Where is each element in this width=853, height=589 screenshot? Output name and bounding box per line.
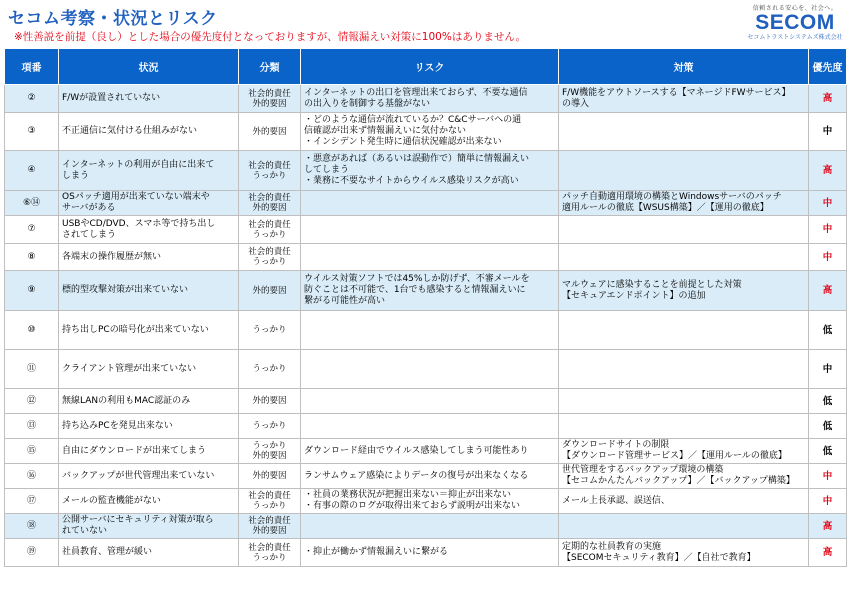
risk-cell-line: ・抑止が働かず情報漏えいに繋がる — [304, 547, 449, 557]
status-cell — [59, 414, 239, 439]
measure-cell-line: F/W機能をアウトソースする【マネージドFWサービス】 — [562, 87, 791, 98]
category-cell-line: 社会的責任 — [248, 542, 291, 553]
category-cell-line: 外的要因 — [252, 126, 287, 137]
category-cell-line: うっかり — [252, 421, 287, 431]
category-cell — [239, 539, 301, 567]
table-row — [5, 539, 847, 567]
measure-cell-line: 【ダウンロード管理サービス】／【運用ルールの徹底】 — [562, 451, 787, 461]
table-row — [5, 439, 847, 464]
status-cell-line: されてしまう — [62, 229, 117, 240]
col-header-measure: 対策 — [559, 49, 809, 85]
page-title: セコム考察・状況とリスク — [8, 9, 218, 29]
item-number-cell: ⑮ — [5, 439, 59, 464]
item-number-cell: ⑫ — [5, 389, 59, 414]
measure-cell-line: 定期的な社員教育の実施 — [562, 541, 662, 552]
table-row — [5, 350, 847, 389]
measure-cell-line: 【セコムかんたんバックアップ】／【バックアップ構築】 — [562, 476, 795, 486]
category-cell — [239, 271, 301, 311]
table-row — [5, 191, 847, 216]
measure-cell — [559, 439, 809, 464]
status-cell-line: 各端末の操作履歴が無い — [62, 251, 162, 262]
measure-cell — [559, 414, 809, 439]
risk-cell-line: ウイルス対策ソフトでは45%しか防げず、不審メールを — [304, 274, 530, 284]
table-row — [5, 244, 847, 271]
category-cell — [239, 439, 301, 464]
logo-company: セコムトラストシステムズ株式会社 — [747, 34, 843, 41]
category-cell — [239, 514, 301, 539]
table-body — [5, 85, 847, 567]
risk-cell-line: ・悪意があれば（あるいは誤動作で）簡単に情報漏えい — [304, 154, 530, 164]
table-row — [5, 113, 847, 151]
priority-cell: 高 — [809, 539, 847, 567]
category-cell-line: うっかり — [252, 364, 287, 374]
item-number-cell: ④ — [5, 151, 59, 191]
col-header-category: 分類 — [239, 49, 301, 85]
priority-cell: 中 — [809, 113, 847, 151]
category-cell-line: 外的要因 — [252, 451, 287, 461]
risk-cell — [301, 151, 559, 191]
risk-cell-line: ランサムウェア感染によりデータの復号が出来なくなる — [304, 470, 529, 481]
measure-cell — [559, 311, 809, 350]
priority-cell: 中 — [809, 464, 847, 489]
risk-cell-line: ・インシデント発生時に通信状況確認が出来ない — [304, 137, 502, 147]
item-number-cell: ⑥⑭ — [5, 191, 59, 216]
risk-cell — [301, 489, 559, 514]
risk-cell — [301, 113, 559, 151]
measure-cell — [559, 113, 809, 151]
measure-cell — [559, 539, 809, 567]
priority-cell: 高 — [809, 151, 847, 191]
priority-cell: 中 — [809, 191, 847, 216]
table-row — [5, 85, 847, 113]
status-cell-line: メールの監査機能がない — [62, 495, 161, 506]
measure-cell — [559, 216, 809, 244]
measure-cell-line: パッチ自動適用環境の構築とWindowsサーバのパッチ — [562, 192, 782, 202]
category-cell — [239, 191, 301, 216]
status-cell-line: 公開サーバにセキュリティ対策が取ら — [62, 515, 214, 525]
measure-cell — [559, 85, 809, 113]
table-row — [5, 414, 847, 439]
status-cell — [59, 464, 239, 489]
risk-cell-line: 繋がる可能性が高い — [304, 296, 386, 306]
status-cell-line: 社員教育、管理が緩い — [62, 547, 153, 557]
risk-cell-line: 信確認が出来ず情報漏えいに気付かない — [304, 126, 467, 136]
risk-cell — [301, 439, 559, 464]
category-cell-line: うっかり — [252, 229, 287, 240]
risk-cell — [301, 539, 559, 567]
risk-cell-line: ダウンロード経由でウイルス感染してしまう可能性あり — [304, 445, 529, 456]
item-number-cell: ③ — [5, 113, 59, 151]
status-cell — [59, 113, 239, 151]
status-cell-line: OSパッチ適用が出来ていない端末や — [62, 192, 210, 202]
item-number-cell: ⑧ — [5, 244, 59, 271]
priority-cell: 低 — [809, 311, 847, 350]
priority-cell: 低 — [809, 389, 847, 414]
measure-cell-line: の導入 — [562, 98, 590, 109]
status-cell-line: インターネットの利用が自由に出来て — [62, 159, 215, 170]
table-row — [5, 311, 847, 350]
category-cell-line: うっかり — [252, 552, 287, 563]
risk-cell-line: してしまう — [304, 165, 350, 175]
risk-cell — [301, 191, 559, 216]
category-cell — [239, 464, 301, 489]
category-cell-line: 外的要因 — [252, 285, 287, 296]
category-cell-line: 社会的責任 — [248, 491, 291, 501]
risk-cell — [301, 514, 559, 539]
col-header-num: 項番 — [5, 49, 59, 85]
secom-logo — [745, 3, 845, 41]
table-row — [5, 514, 847, 539]
risk-cell-line: ・有事の際のログが取得出来ておらず説明が出来ない — [304, 501, 521, 511]
item-number-cell: ⑲ — [5, 539, 59, 567]
category-cell — [239, 489, 301, 514]
status-cell-line: 不正通信に気付ける仕組みがない — [62, 126, 198, 136]
measure-cell-line: 適用ルールの徹底【WSUS構築】／【運用の徹底】 — [562, 203, 769, 213]
status-cell — [59, 311, 239, 350]
risk-cell-line: ・社員の業務状況が把握出来ない＝抑止が出来ない — [304, 490, 512, 500]
measure-cell — [559, 514, 809, 539]
table-row — [5, 464, 847, 489]
status-cell-line: F/Wが設置されていない — [62, 93, 161, 103]
category-cell — [239, 389, 301, 414]
category-cell-line: 社会的責任 — [248, 88, 291, 99]
status-cell-line: サーバがある — [62, 203, 116, 213]
status-cell — [59, 151, 239, 191]
priority-cell: 中 — [809, 350, 847, 389]
category-cell-line: 社会的責任 — [248, 247, 291, 257]
measure-cell — [559, 389, 809, 414]
measure-cell — [559, 244, 809, 271]
measure-cell-line: マルウェアに感染することを前提とした対策 — [562, 279, 742, 290]
category-cell-line: 社会的責任 — [248, 193, 291, 203]
category-cell-line: うっかり — [252, 501, 287, 511]
item-number-cell: ⑪ — [5, 350, 59, 389]
category-cell-line: 外的要因 — [252, 203, 287, 213]
measure-cell — [559, 151, 809, 191]
risk-cell-line: ・どのような通信が流れているか？C&Cサーバへの通 — [304, 115, 522, 125]
risk-cell — [301, 414, 559, 439]
status-cell — [59, 85, 239, 113]
priority-cell: 中 — [809, 244, 847, 271]
status-cell-line: バックアップが世代管理出来ていない — [62, 470, 215, 481]
category-cell-line: 外的要因 — [252, 471, 287, 481]
risk-cell-line: の出入りを制御する基盤がない — [304, 98, 431, 109]
col-header-status: 状況 — [59, 49, 239, 85]
category-cell — [239, 311, 301, 350]
status-cell — [59, 514, 239, 539]
category-cell — [239, 244, 301, 271]
status-cell-line: クライアント管理が出来ていない — [62, 363, 197, 374]
priority-cell: 中 — [809, 216, 847, 244]
page-subtitle: ※性善説を前提（良し）とした場合の優先度付となっておりますが、情報漏えい対策に100%はありません。 — [14, 31, 526, 43]
status-cell — [59, 350, 239, 389]
category-cell-line: うっかり — [252, 325, 287, 335]
item-number-cell: ⑬ — [5, 414, 59, 439]
logo-tagline: 信頼される安心を、社会へ。 — [752, 5, 838, 12]
risk-cell — [301, 311, 559, 350]
status-cell-line: 無線LANの利用もMAC認証のみ — [62, 395, 191, 406]
category-cell — [239, 113, 301, 151]
status-cell — [59, 216, 239, 244]
status-cell-line: 持ち込みPCを発見出来ない — [62, 420, 173, 431]
status-cell-line: れていない — [62, 526, 108, 536]
table-row — [5, 216, 847, 244]
item-number-cell: ⑱ — [5, 514, 59, 539]
risk-cell-line: インターネットの出口を管理出来ておらず、不要な通信 — [304, 87, 528, 98]
measure-cell — [559, 489, 809, 514]
status-cell-line: しまう — [62, 170, 90, 181]
table-header-row — [5, 49, 847, 85]
table-row — [5, 151, 847, 191]
priority-cell: 低 — [809, 439, 847, 464]
category-cell-line: 外的要因 — [252, 526, 287, 536]
item-number-cell: ⑦ — [5, 216, 59, 244]
category-cell — [239, 151, 301, 191]
risk-cell — [301, 464, 559, 489]
category-cell — [239, 414, 301, 439]
risk-cell-line: 防ぐことは不可能で、1台でも感染すると情報漏えいに — [304, 285, 526, 295]
risk-cell — [301, 389, 559, 414]
category-cell-line: 社会的責任 — [248, 516, 291, 526]
category-cell-line: うっかり — [252, 441, 287, 451]
table-row — [5, 271, 847, 311]
priority-cell: 高 — [809, 514, 847, 539]
category-cell-line: 社会的責任 — [248, 219, 291, 230]
status-cell — [59, 439, 239, 464]
risk-cell — [301, 350, 559, 389]
table-row — [5, 389, 847, 414]
status-cell-line: 標的型攻撃対策が出来ていない — [62, 285, 189, 295]
col-header-risk: リスク — [301, 49, 559, 85]
logo-brand: SECOM — [755, 11, 835, 34]
table-row — [5, 489, 847, 514]
priority-cell: 高 — [809, 271, 847, 311]
item-number-cell: ② — [5, 85, 59, 113]
measure-cell — [559, 464, 809, 489]
measure-cell — [559, 271, 809, 311]
category-cell-line: 外的要因 — [252, 396, 287, 406]
measure-cell-line: メール上長承認、誤送信、 — [562, 495, 670, 506]
category-cell — [239, 350, 301, 389]
risk-cell — [301, 244, 559, 271]
category-cell — [239, 85, 301, 113]
status-cell — [59, 489, 239, 514]
measure-cell — [559, 350, 809, 389]
measure-cell-line: 【SECOMセキュリティ教育】／【自社で教育】 — [562, 552, 756, 563]
category-cell-line: 社会的責任 — [248, 160, 291, 171]
category-cell — [239, 216, 301, 244]
status-cell-line: USBやCD/DVD、スマホ等で持ち出し — [62, 218, 216, 229]
item-number-cell: ⑰ — [5, 489, 59, 514]
category-cell-line: うっかり — [252, 257, 287, 267]
priority-cell: 中 — [809, 489, 847, 514]
measure-cell-line: ダウンロードサイトの制限 — [562, 440, 670, 450]
priority-cell: 低 — [809, 414, 847, 439]
risk-cell — [301, 85, 559, 113]
risk-cell — [301, 216, 559, 244]
status-cell — [59, 244, 239, 271]
priority-cell: 高 — [809, 85, 847, 113]
status-cell-line: 自由にダウンロードが出来てしまう — [62, 445, 207, 456]
risk-cell — [301, 271, 559, 311]
item-number-cell: ⑩ — [5, 311, 59, 350]
risk-cell-line: ・業務に不要なサイトからウイルス感染リスクが高い — [304, 176, 519, 186]
category-cell-line: 外的要因 — [252, 98, 287, 109]
col-header-priority: 優先度 — [809, 49, 847, 85]
measure-cell-line: 世代管理をするバックアップ環境の構築 — [562, 465, 724, 475]
status-cell — [59, 539, 239, 567]
item-number-cell: ⑯ — [5, 464, 59, 489]
status-cell — [59, 191, 239, 216]
item-number-cell: ⑨ — [5, 271, 59, 311]
measure-cell-line: 【セキュアエンドポイント】の追加 — [562, 290, 706, 301]
status-cell — [59, 389, 239, 414]
risk-table — [4, 48, 847, 567]
status-cell — [59, 271, 239, 311]
status-cell-line: 持ち出しPCの暗号化が出来ていない — [62, 324, 209, 335]
category-cell-line: うっかり — [252, 170, 287, 181]
measure-cell — [559, 191, 809, 216]
